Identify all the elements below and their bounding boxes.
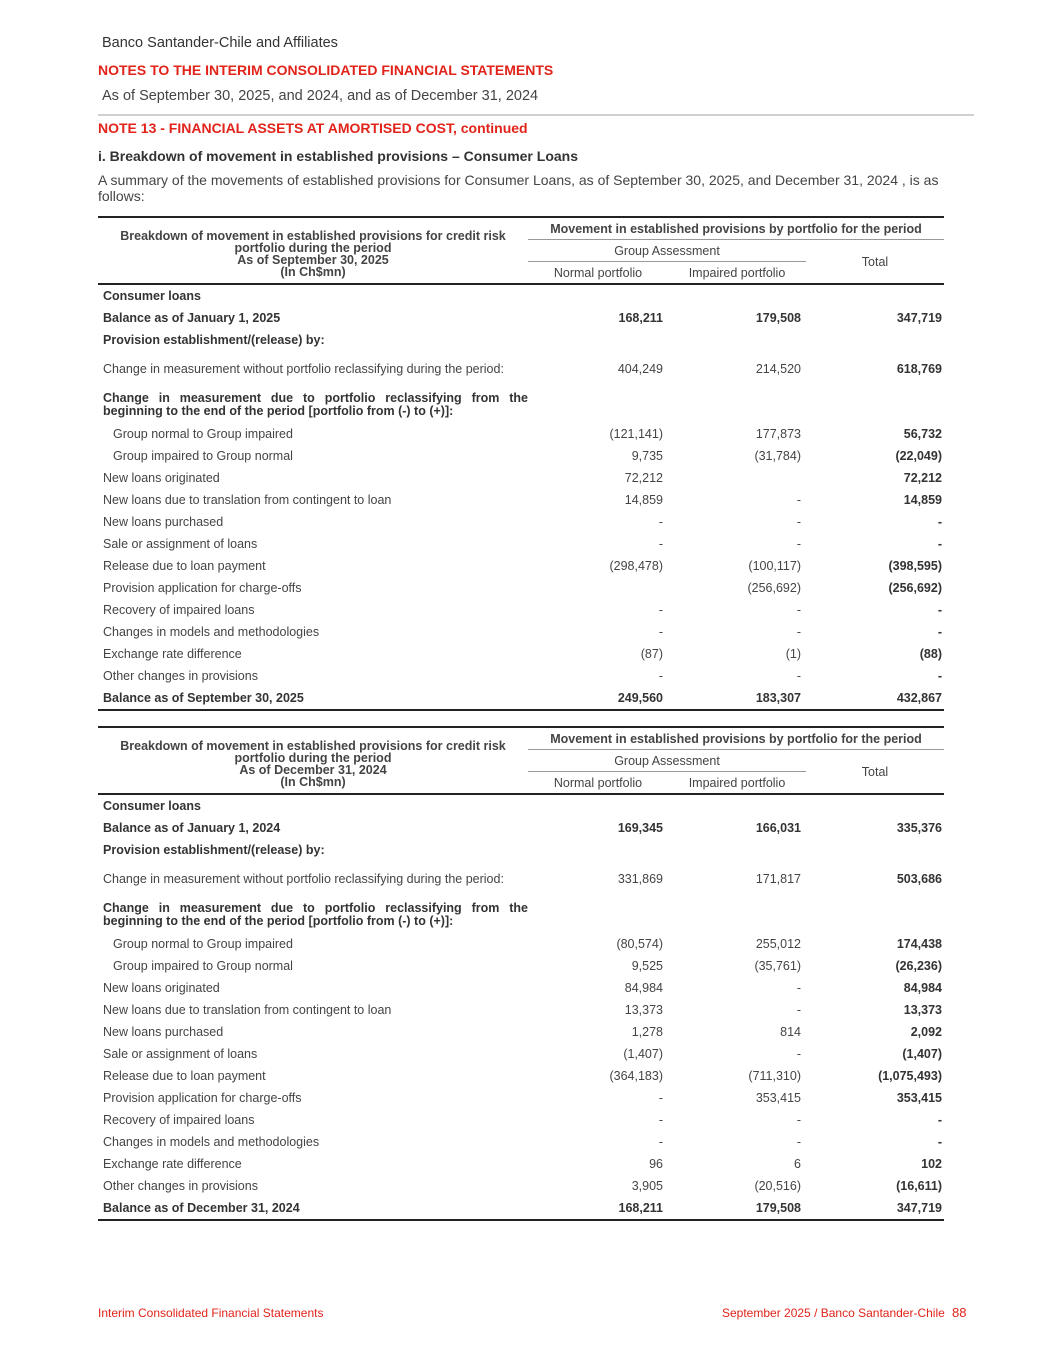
total-value: - <box>937 603 942 617</box>
row-label: Group normal to Group impaired <box>113 427 293 441</box>
impaired-portfolio-value: 183,307 <box>668 687 806 710</box>
impaired-portfolio-value: (1) <box>785 647 801 661</box>
notes-title: NOTES TO THE INTERIM CONSOLIDATED FINANCIAL STATEMENTS <box>98 62 554 78</box>
row-label: New loans purchased <box>103 515 224 529</box>
breakdown-header: Breakdown of movement in established provisions for credit risk portfolio during the period As of December 31, 2024 (In Ch$mn) <box>98 727 528 794</box>
normal-portfolio-value: - <box>658 625 663 639</box>
normal-portfolio-value <box>528 794 668 817</box>
table-row <box>98 839 944 861</box>
total-value <box>806 329 944 351</box>
table-row <box>98 555 944 577</box>
row-label: Balance as of September 30, 2025 <box>98 687 528 710</box>
normal-portfolio-value: 168,211 <box>618 311 663 325</box>
impaired-portfolio-value: - <box>796 493 801 507</box>
impaired-portfolio-value: - <box>796 537 801 551</box>
normal-portfolio-value: - <box>658 515 663 529</box>
normal-portfolio-value <box>528 897 668 933</box>
table-row <box>98 621 944 643</box>
impaired-portfolio-value <box>668 839 806 861</box>
total-value: (256,692) <box>888 581 942 595</box>
impaired-portfolio-value: (31,784) <box>754 449 801 463</box>
impaired-portfolio-value: - <box>796 1135 801 1149</box>
total-value: - <box>937 625 942 639</box>
row-label: New loans purchased <box>103 1025 224 1039</box>
row-label: New loans originated <box>103 471 220 485</box>
normal-portfolio-value: 96 <box>649 1157 663 1171</box>
total-header: Total <box>806 240 944 285</box>
row-label: Exchange rate difference <box>103 1157 242 1171</box>
table-row <box>98 351 944 387</box>
row-label: Change in measurement without portfolio reclassifying during the period: <box>103 361 504 376</box>
table-row <box>98 577 944 599</box>
table-row <box>98 1043 944 1065</box>
row-label: Provision establishment/(release) by: <box>103 843 325 857</box>
row-label: Recovery of impaired loans <box>103 603 255 617</box>
row-label: Consumer loans <box>103 289 201 303</box>
normal-portfolio-value: 9,525 <box>631 959 663 973</box>
total-header: Total <box>806 750 944 795</box>
row-label: Changes in models and methodologies <box>103 625 320 639</box>
table-body <box>98 284 944 710</box>
row-label: Release due to loan payment <box>103 1069 266 1083</box>
impaired-portfolio-value: 179,508 <box>755 311 801 325</box>
table-row <box>98 533 944 555</box>
impaired-portfolio-value: 255,012 <box>755 937 801 951</box>
total-value: 347,719 <box>896 311 942 325</box>
normal-portfolio-value <box>528 329 668 351</box>
normal-portfolio-value: - <box>658 603 663 617</box>
table-row <box>98 794 944 817</box>
normal-portfolio-value: 249,560 <box>528 687 668 710</box>
table-row <box>98 1109 944 1131</box>
group-assessment-header: Group Assessment <box>528 750 806 772</box>
normal-portfolio-value <box>528 284 668 307</box>
impaired-portfolio-value: (35,761) <box>754 959 801 973</box>
normal-portfolio-header: Normal portfolio <box>528 772 668 795</box>
row-label: Group normal to Group impaired <box>113 937 293 951</box>
impaired-portfolio-value: (20,516) <box>754 1179 801 1193</box>
table-row <box>98 423 944 445</box>
normal-portfolio-value: (121,141) <box>609 427 663 441</box>
total-value: - <box>937 515 942 529</box>
row-label: Provision application for charge-offs <box>103 1091 302 1105</box>
table-row <box>98 861 944 897</box>
total-value: (26,236) <box>895 959 942 973</box>
row-label: Change in measurement without portfolio reclassifying during the period: <box>103 871 504 886</box>
normal-portfolio-value: 72,212 <box>624 471 663 485</box>
total-value <box>806 897 944 933</box>
table-row <box>98 489 944 511</box>
impaired-portfolio-value: (100,117) <box>748 559 801 573</box>
total-value: 13,373 <box>903 1003 942 1017</box>
row-label: New loans due to translation from contingent to loan <box>103 1003 392 1017</box>
impaired-portfolio-value: 814 <box>780 1025 801 1039</box>
total-value: 56,732 <box>903 427 942 441</box>
impaired-portfolio-value: - <box>796 603 801 617</box>
impaired-portfolio-value: - <box>796 1113 801 1127</box>
table-row <box>98 329 944 351</box>
normal-portfolio-value: 84,984 <box>624 981 663 995</box>
total-value: - <box>937 669 942 683</box>
total-value <box>806 387 944 423</box>
table-row <box>98 1175 944 1197</box>
row-label: Balance as of December 31, 2024 <box>98 1197 528 1220</box>
normal-portfolio-value: (80,574) <box>616 937 663 951</box>
total-value: 174,438 <box>896 937 942 951</box>
normal-portfolio-value: 13,373 <box>624 1003 663 1017</box>
row-label: Other changes in provisions <box>103 669 258 683</box>
total-value: - <box>937 537 942 551</box>
row-label: Provision application for charge-offs <box>103 581 302 595</box>
table-row <box>98 511 944 533</box>
total-value: 618,769 <box>896 362 942 376</box>
normal-portfolio-value: 3,905 <box>631 1179 663 1193</box>
as-of-date: As of September 30, 2025, and 2024, and as of December 31, 2024 <box>102 88 539 104</box>
row-label: Changes in models and methodologies <box>103 1135 320 1149</box>
table-row <box>98 445 944 467</box>
impaired-portfolio-header: Impaired portfolio <box>668 772 806 795</box>
table-row <box>98 999 944 1021</box>
total-value: 72,212 <box>903 471 942 485</box>
normal-portfolio-value: 168,211 <box>528 1197 668 1220</box>
impaired-portfolio-value: 214,520 <box>755 362 801 376</box>
breakdown-header: Breakdown of movement in established provisions for credit risk portfolio during the period As of September 30, 2025 (In Ch$mn) <box>98 217 528 284</box>
row-label: Recovery of impaired loans <box>103 1113 255 1127</box>
table-row <box>98 1131 944 1153</box>
row-label: New loans due to translation from contingent to loan <box>103 493 392 507</box>
total-value <box>806 839 944 861</box>
impaired-portfolio-value: 179,508 <box>668 1197 806 1220</box>
normal-portfolio-value: 169,345 <box>617 821 663 835</box>
group-assessment-header: Group Assessment <box>528 240 806 262</box>
impaired-portfolio-value: 177,873 <box>755 427 801 441</box>
impaired-portfolio-value: 166,031 <box>755 821 801 835</box>
impaired-portfolio-value: - <box>796 669 801 683</box>
total-value <box>806 794 944 817</box>
normal-portfolio-value: 404,249 <box>617 362 663 376</box>
total-value: 14,859 <box>903 493 942 507</box>
table-row <box>98 643 944 665</box>
table-row <box>98 1153 944 1175</box>
normal-portfolio-value <box>528 387 668 423</box>
row-label: Provision establishment/(release) by: <box>103 333 325 347</box>
total-value: - <box>937 1135 942 1149</box>
impaired-portfolio-value <box>668 329 806 351</box>
table-row <box>98 307 944 329</box>
impaired-portfolio-value: - <box>796 515 801 529</box>
movement-header: Movement in established provisions by portfolio for the period <box>528 727 944 750</box>
footer-document-title: Interim Consolidated Financial Statements <box>98 1306 324 1320</box>
table-row <box>98 665 944 687</box>
provisions-table-sep-2025 <box>98 216 944 711</box>
total-value: (22,049) <box>895 449 942 463</box>
normal-portfolio-value: (364,183) <box>609 1069 663 1083</box>
normal-portfolio-value: 331,869 <box>617 872 663 886</box>
total-value: 84,984 <box>903 981 942 995</box>
table-row <box>98 955 944 977</box>
total-value: - <box>937 1113 942 1127</box>
total-value: 335,376 <box>896 821 942 835</box>
normal-portfolio-value: 1,278 <box>631 1025 663 1039</box>
table-row <box>98 467 944 489</box>
impaired-portfolio-value: 353,415 <box>755 1091 801 1105</box>
normal-portfolio-value: 14,859 <box>624 493 663 507</box>
total-value: (88) <box>919 647 942 661</box>
normal-portfolio-value: 9,735 <box>631 449 663 463</box>
normal-portfolio-value <box>528 839 668 861</box>
impaired-portfolio-value: 6 <box>794 1157 801 1171</box>
table-row <box>98 817 944 839</box>
normal-portfolio-value: (1,407) <box>623 1047 663 1061</box>
note-title: NOTE 13 - FINANCIAL ASSETS AT AMORTISED COST, continued <box>98 120 528 136</box>
total-value: (1,407) <box>902 1047 942 1061</box>
row-label: Sale or assignment of loans <box>103 537 258 551</box>
total-value: 432,867 <box>806 687 944 710</box>
impaired-portfolio-value: - <box>796 625 801 639</box>
impaired-portfolio-value: - <box>796 981 801 995</box>
row-label: Exchange rate difference <box>103 647 242 661</box>
section-title: i. Breakdown of movement in established provisions – Consumer Loans <box>98 148 578 164</box>
normal-portfolio-value: - <box>658 1113 663 1127</box>
normal-portfolio-value: - <box>658 1135 663 1149</box>
table-row <box>98 933 944 955</box>
table-body <box>98 794 944 1220</box>
total-value: (16,611) <box>896 1179 942 1193</box>
impaired-portfolio-value <box>668 467 806 489</box>
impaired-portfolio-value <box>668 794 806 817</box>
normal-portfolio-value <box>528 577 668 599</box>
total-value: 353,415 <box>896 1091 942 1105</box>
impaired-portfolio-value: - <box>796 1047 801 1061</box>
company-name: Banco Santander-Chile and Affiliates <box>102 35 338 51</box>
total-value: 347,719 <box>806 1197 944 1220</box>
impaired-portfolio-header: Impaired portfolio <box>668 262 806 285</box>
impaired-portfolio-value <box>668 284 806 307</box>
row-label: Release due to loan payment <box>103 559 266 573</box>
impaired-portfolio-value: 171,817 <box>755 872 801 886</box>
normal-portfolio-header: Normal portfolio <box>528 262 668 285</box>
table-row <box>98 897 944 933</box>
page-number: 88 <box>952 1305 967 1320</box>
footer-period: September 2025 / Banco Santander-Chile <box>722 1306 945 1320</box>
total-value: 102 <box>921 1157 942 1171</box>
normal-portfolio-value: (87) <box>640 647 663 661</box>
total-value: 503,686 <box>896 872 942 886</box>
row-label: Consumer loans <box>103 799 201 813</box>
normal-portfolio-value: (298,478) <box>609 559 663 573</box>
row-label: Group impaired to Group normal <box>113 959 293 973</box>
row-label: Other changes in provisions <box>103 1179 258 1193</box>
normal-portfolio-value: - <box>658 669 663 683</box>
impaired-portfolio-value: (711,310) <box>748 1069 801 1083</box>
impaired-portfolio-value: (256,692) <box>747 581 801 595</box>
intro-paragraph: A summary of the movements of established provisions for Consumer Loans, as of September 30, 2025, and December 31, 2024 , is as follows: <box>98 172 939 204</box>
table-row <box>98 687 944 710</box>
row-label: Change in measurement due to portfolio reclassifying from the beginning to the end of the period [portfolio from (-) to (+)]: <box>103 901 528 928</box>
total-value <box>806 284 944 307</box>
impaired-portfolio-value <box>668 897 806 933</box>
table-row <box>98 1197 944 1220</box>
total-value: (398,595) <box>888 559 942 573</box>
row-label: Sale or assignment of loans <box>103 1047 258 1061</box>
table-row <box>98 1021 944 1043</box>
row-label: Balance as of January 1, 2024 <box>103 821 281 835</box>
table-row <box>98 284 944 307</box>
normal-portfolio-value: - <box>658 537 663 551</box>
row-label: New loans originated <box>103 981 220 995</box>
table-row <box>98 599 944 621</box>
impaired-portfolio-value: - <box>796 1003 801 1017</box>
impaired-portfolio-value <box>668 387 806 423</box>
row-label: Group impaired to Group normal <box>113 449 293 463</box>
row-label: Balance as of January 1, 2025 <box>103 311 281 325</box>
normal-portfolio-value: - <box>658 1091 663 1105</box>
row-label: Change in measurement due to portfolio reclassifying from the beginning to the end of the period [portfolio from (-) to (+)]: <box>103 391 528 418</box>
total-value: (1,075,493) <box>878 1069 942 1083</box>
table-row <box>98 1087 944 1109</box>
total-value: 2,092 <box>910 1025 942 1039</box>
provisions-table-dec-2024 <box>98 726 944 1221</box>
table-row <box>98 977 944 999</box>
table-row <box>98 387 944 423</box>
table-row <box>98 1065 944 1087</box>
movement-header: Movement in established provisions by portfolio for the period <box>528 217 944 240</box>
header-divider <box>98 114 974 116</box>
